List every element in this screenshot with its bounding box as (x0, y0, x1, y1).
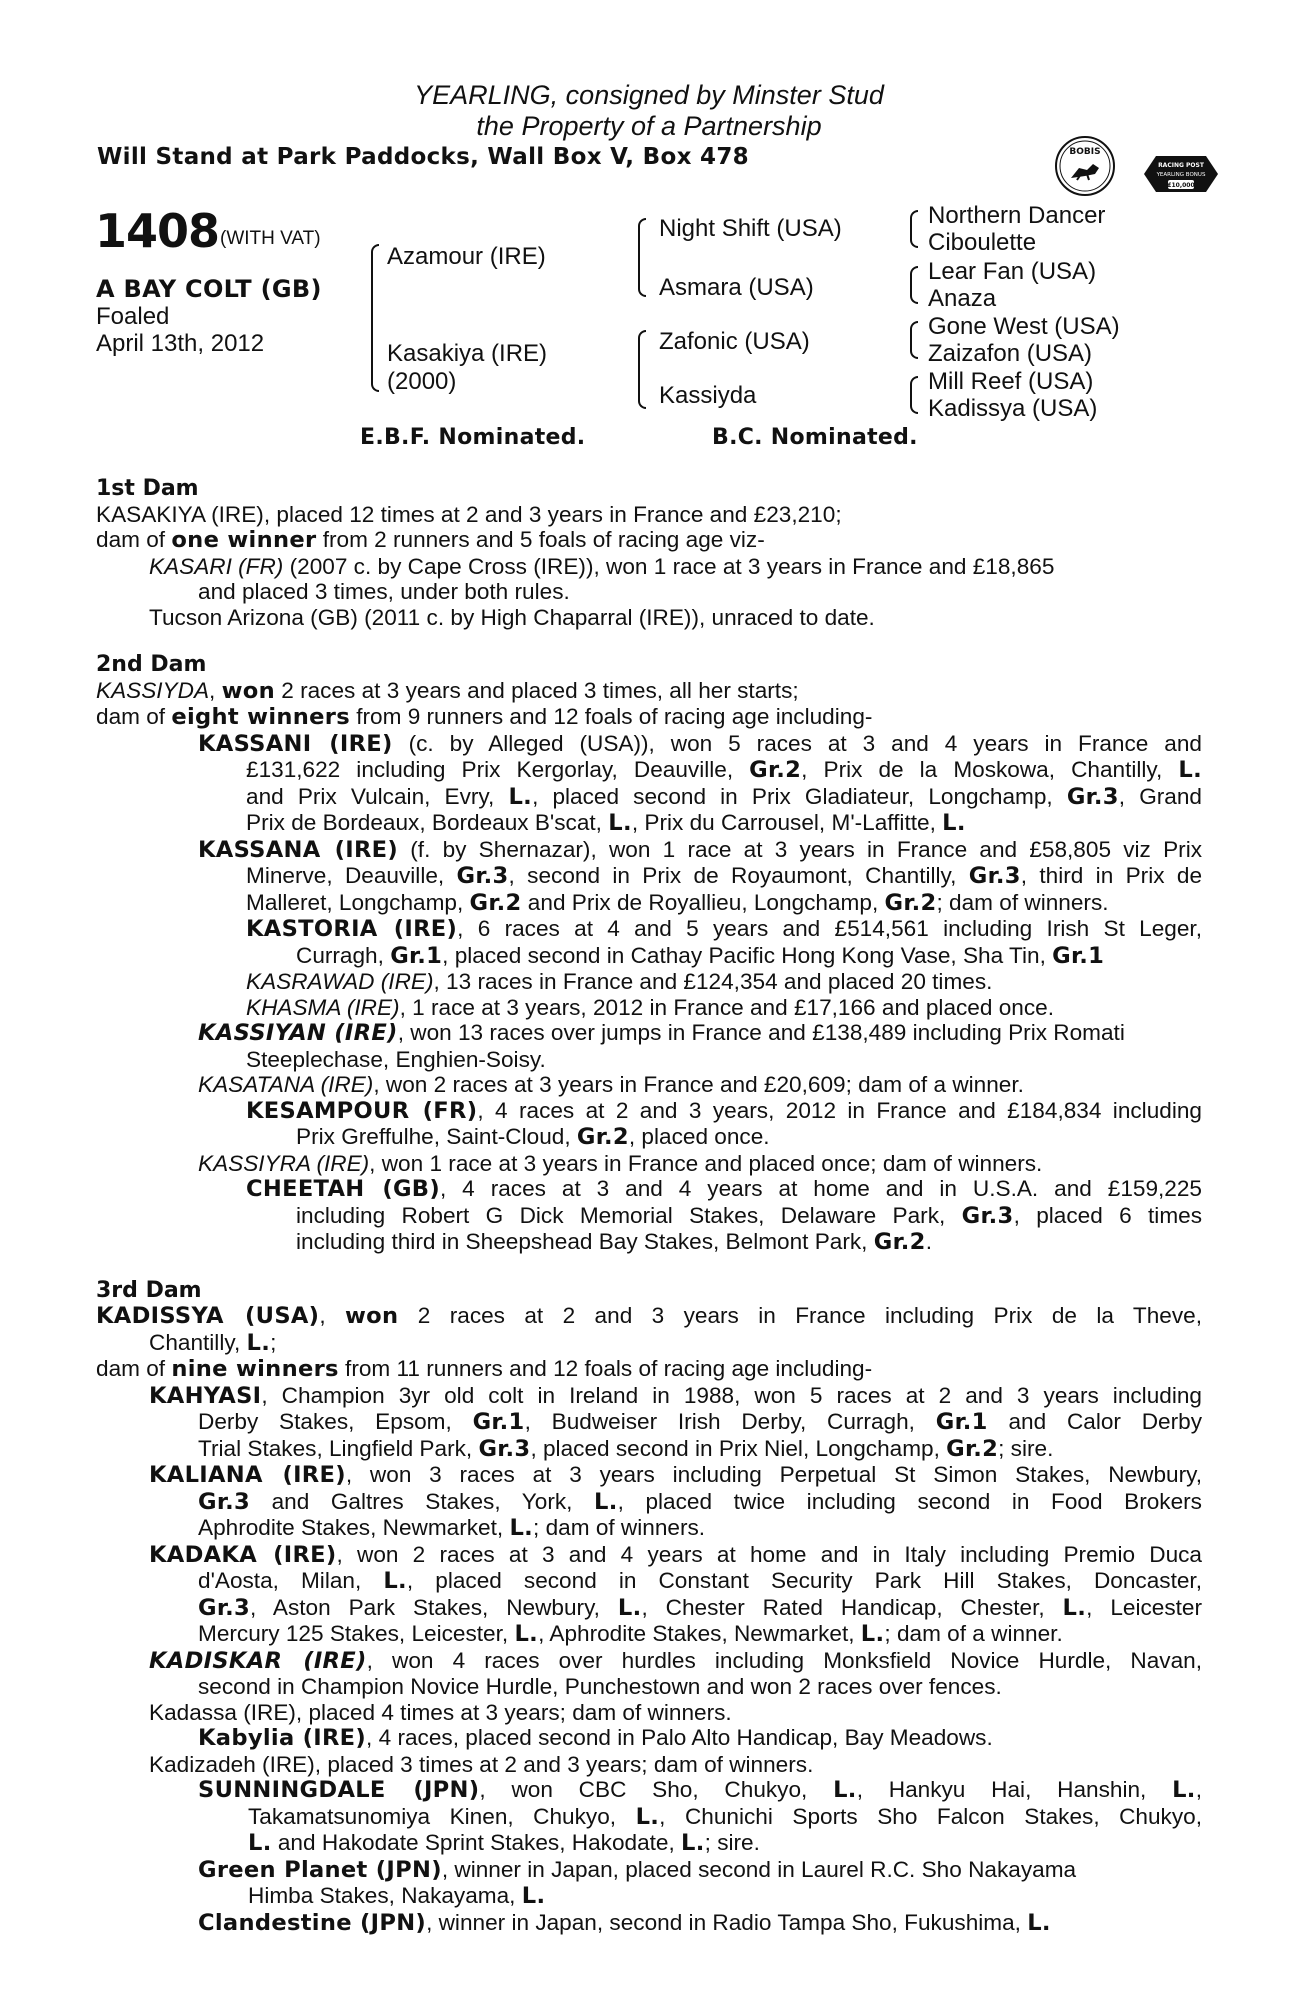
third-dam-line-3: dam of nine winners from 11 runners and 12 foals of racing age including- (96, 1356, 873, 1382)
first-dam-line-1: KASAKIYA (IRE), placed 12 times at 2 and 3 years in France and £23,210; (96, 501, 842, 527)
ebf-nomination: E.B.F. Nominated. (360, 425, 586, 450)
third-dam-line-24: Clandestine (JPN), winner in Japan, second in Radio Tampa Sho, Fukushima, L. (198, 1909, 1051, 1936)
rp-amount: £10,000 (1167, 182, 1195, 189)
second-dam-line-13: KHASMA (IRE), 1 race at 3 years, 2012 in France and £17,166 and placed once. (246, 994, 1054, 1020)
third-dam-line-15: second in Champion Novice Hurdle, Punchestown and won 2 races over fences. (198, 1674, 1002, 1699)
third-dam-line-16: Kadassa (IRE), placed 4 times at 3 years; dam of winners. (149, 1699, 732, 1725)
first-dam-line-5: Tucson Arizona (GB) (2011 c. by High Chaparral (IRE)), unraced to date. (149, 604, 875, 630)
second-dam-line-1: KASSIYDA, won 2 races at 3 years and placed 3 times, all her starts; (96, 677, 799, 704)
dam-line-brace-bottom (638, 367, 646, 409)
first-dam-heading: 1st Dam (96, 476, 199, 501)
third-dam-line-1: KADISSYA (USA), won 2 races at 2 and 3 years in France including Prix de la Theve, (96, 1303, 1202, 1329)
sire-dam: Asmara (USA) (659, 274, 814, 301)
gg-3: Lear Fan (USA) (928, 258, 1097, 285)
second-dam-line-8: Minerve, Deauville, Gr.3, second in Prix de Royaumont, Chantilly, Gr.3, third in Prix de (246, 863, 1203, 889)
foaled-label: Foaled (96, 303, 170, 330)
second-dam-line-22: including third in Sheepshead Bay Stakes, Belmont Park, Gr.2. (296, 1229, 932, 1255)
third-dam-line-23: Himba Stakes, Nakayama, L. (248, 1883, 546, 1909)
bc-nomination: B.C. Nominated. (712, 425, 918, 450)
third-dam-line-12: Gr.3, Aston Park Stakes, Newbury, L., Chester Rated Handicap, Chester, L., Leicester (198, 1594, 1202, 1621)
third-dam-line-17: Kabylia (IRE), 4 races, placed second in Palo Alto Handicap, Bay Meadows. (198, 1725, 993, 1751)
dam-dam: Kassiyda (659, 382, 757, 409)
sire-sire: Night Shift (USA) (659, 215, 842, 242)
third-dam-line-10: KADAKA (IRE), won 2 races at 3 and 4 years at home and in Italy including Premio Duca (149, 1541, 1202, 1568)
rp-title: RACING POST (1158, 162, 1204, 169)
third-dam-line-13: Mercury 125 Stakes, Leicester, L., Aphrodite Stakes, Newmarket, L.; dam of a winner. (198, 1621, 1063, 1647)
racing-post-bonus-badge (1140, 146, 1222, 202)
g-brace-1b (910, 227, 918, 248)
sire-line-brace-top (638, 218, 646, 257)
third-dam-line-5: Derby Stakes, Epsom, Gr.1, Budweiser Irish Derby, Curragh, Gr.1 and Calor Derby (198, 1409, 1203, 1435)
consignment-line: YEARLING, consigned by Minster Stud (414, 80, 884, 110)
second-dam-line-4: £131,622 including Prix Kergorlay, Deauville, Gr.2, Prix de la Moskowa, Chantilly, L. (246, 757, 1202, 783)
gg-8: Kadissya (USA) (928, 395, 1098, 422)
second-dam-line-17: KESAMPOUR (FR), 4 races at 2 and 3 years, 2012 in France and £184,834 including (246, 1097, 1202, 1124)
second-dam-line-14: KASSIYAN (IRE), won 13 races over jumps in France and £138,489 including Prix Romati (198, 1020, 1125, 1046)
racing-post-logo-icon (1140, 146, 1222, 202)
foaled-date: April 13th, 2012 (96, 330, 265, 357)
second-dam-line-19: KASSIYRA (IRE), won 1 race at 3 years in France and placed once; dam of winners. (198, 1150, 1043, 1176)
dam-brace (371, 314, 379, 392)
dam-name: Kasakiya (IRE) (387, 340, 548, 367)
catalogue-body (96, 476, 1202, 1936)
second-dam-line-18: Prix Greffulhe, Saint-Cloud, Gr.2, placed once. (296, 1124, 770, 1150)
third-dam-line-7: KALIANA (IRE), won 3 races at 3 years including Perpetual St Simon Stakes, Newbury, (149, 1462, 1202, 1488)
horse-name: A BAY COLT (GB) (96, 275, 322, 303)
first-dam-line-4: and placed 3 times, under both rules. (198, 579, 570, 604)
dam-sire: Zafonic (USA) (659, 328, 810, 355)
sire-line-brace-bottom (638, 255, 646, 297)
third-dam-line-4: KAHYASI, Champion 3yr old colt in Ireland in 1988, won 5 races at 2 and 3 years including (149, 1382, 1202, 1409)
rp-subtitle: YEARLING BONUS (1156, 172, 1206, 178)
gg-1: Northern Dancer (928, 202, 1106, 229)
vat-note: (WITH VAT) (220, 228, 321, 249)
second-dam-line-7: KASSANA (IRE) (f. by Shernazar), won 1 race at 3 years in France and £58,805 viz Prix (198, 836, 1203, 863)
third-dam-heading: 3rd Dam (96, 1277, 202, 1303)
third-dam-line-9: Aphrodite Stakes, Newmarket, L.; dam of winners. (198, 1515, 706, 1541)
g-brace-3b (910, 338, 918, 359)
bobis-text: BOBIS (1069, 147, 1101, 157)
second-dam-line-2: dam of eight winners from 9 runners and 12 foals of racing age including- (96, 704, 873, 730)
sire-name: Azamour (IRE) (387, 243, 546, 270)
first-dam-line-2: dam of one winner from 2 runners and 5 foals of racing age viz- (96, 527, 765, 553)
second-dam-line-16: KASATANA (IRE), won 2 races at 3 years in France and £20,609; dam of a winner. (198, 1072, 1024, 1097)
second-dam-line-20: CHEETAH (GB), 4 races at 3 and 4 years at home and in U.S.A. and £159,225 (246, 1176, 1202, 1202)
second-dam-line-3: KASSANI (IRE) (c. by Alleged (USA)), won 5 races at 3 and 4 years in France and (198, 730, 1202, 757)
gg-5: Gone West (USA) (928, 313, 1120, 340)
second-dam-line-12: KASRAWAD (IRE), 13 races in France and £124,354 and placed 20 times. (246, 969, 993, 994)
gg-2: Ciboulette (928, 229, 1037, 256)
gg-4: Anaza (928, 285, 997, 312)
third-dam-line-18: Kadizadeh (IRE), placed 3 times at 2 and 3 years; dam of winners. (149, 1751, 814, 1777)
third-dam-line-8: Gr.3 and Galtres Stakes, York, L., placed twice including second in Food Brokers (198, 1488, 1202, 1515)
g-brace-4b (910, 393, 918, 414)
dam-year: (2000) (387, 368, 457, 395)
third-dam-line-6: Trial Stakes, Lingfield Park, Gr.3, placed second in Prix Niel, Longchamp, Gr.2; sire. (198, 1435, 1054, 1462)
second-dam-line-5: and Prix Vulcain, Evry, L., placed second in Prix Gladiateur, Longchamp, Gr.3, Grand (246, 783, 1202, 810)
second-dam-line-6: Prix de Bordeaux, Bordeaux B'scat, L., Prix du Carrousel, M'-Laffitte, L. (246, 810, 966, 836)
gg-6: Zaizafon (USA) (928, 340, 1093, 367)
third-dam-line-21: L. and Hakodate Sprint Stakes, Hakodate, L.; sire. (248, 1830, 760, 1856)
third-dam-line-2: Chantilly, L.; (149, 1329, 277, 1356)
bobis-logo-icon (1053, 134, 1117, 198)
third-dam-line-14: KADISKAR (IRE), won 4 races over hurdles including Monksfield Novice Hurdle, Navan, (149, 1647, 1203, 1674)
third-dam-line-20: Takamatsunomiya Kinen, Chukyo, L., Chunichi Sports Sho Falcon Stakes, Chukyo, (248, 1803, 1202, 1830)
second-dam-line-10: KASTORIA (IRE), 6 races at 4 and 5 years and £514,561 including Irish St Leger, (246, 916, 1202, 942)
gg-7: Mill Reef (USA) (928, 368, 1094, 395)
second-dam-line-11: Curragh, Gr.1, placed second in Cathay Pacific Hong Kong Vase, Sha Tin, Gr.1 (296, 942, 1105, 969)
second-dam-line-15: Steeplechase, Enghien-Soisy. (246, 1046, 546, 1072)
second-dam-heading: 2nd Dam (96, 652, 207, 677)
ownership-line: the Property of a Partnership (476, 111, 822, 141)
third-dam-line-22: Green Planet (JPN), winner in Japan, placed second in Laurel R.C. Sho Nakayama (198, 1856, 1077, 1883)
bobis-badge (1053, 134, 1117, 198)
first-dam-line-3: KASARI (FR) (2007 c. by Cape Cross (IRE)), won 1 race at 3 years in France and £18,865 (149, 553, 1055, 579)
stand-location: Will Stand at Park Paddocks, Wall Box V, Box 478 (97, 144, 749, 170)
g-brace-2b (910, 283, 918, 304)
second-dam-line-9: Malleret, Longchamp, Gr.2 and Prix de Royallieu, Longchamp, Gr.2; dam of winners. (246, 889, 1109, 916)
sire-brace (371, 244, 379, 316)
lot-number: 1408 (95, 204, 220, 258)
second-dam-line-21: including Robert G Dick Memorial Stakes, Delaware Park, Gr.3, placed 6 times (296, 1202, 1202, 1229)
third-dam-line-11: d'Aosta, Milan, L., placed second in Constant Security Park Hill Stakes, Doncaster, (198, 1568, 1202, 1594)
dam-line-brace-top (638, 330, 646, 369)
third-dam-line-19: SUNNINGDALE (JPN), won CBC Sho, Chukyo, L., Hankyu Hai, Hanshin, L., (198, 1777, 1202, 1803)
